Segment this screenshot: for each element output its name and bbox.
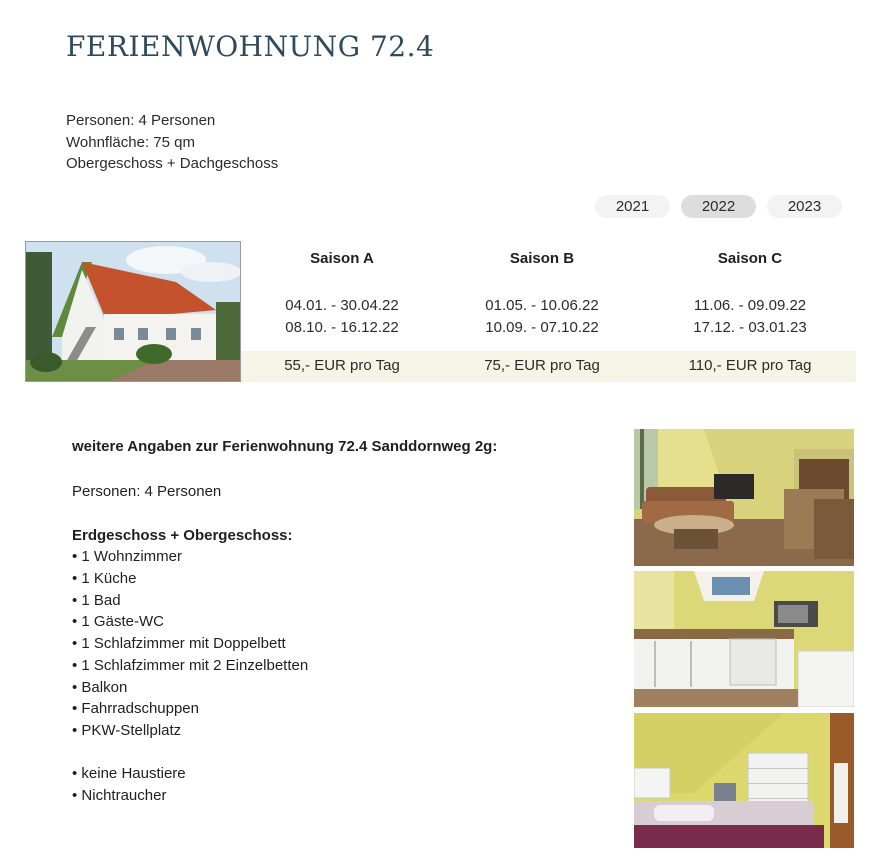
list-item: • 1 Bad xyxy=(72,591,121,609)
season-c-name: Saison C xyxy=(717,250,783,267)
season-c-dates-2: 17.12. - 03.01.23 xyxy=(693,319,807,336)
list-item: • Nichtraucher xyxy=(72,787,167,804)
season-b-dates-2: 10.09. - 07.10.22 xyxy=(485,319,599,336)
info-area: Wohnfläche: 75 qm xyxy=(66,133,195,151)
season-a-dates-2: 08.10. - 16.12.22 xyxy=(285,319,399,336)
list-item: • keine Haustiere xyxy=(72,765,186,783)
list-item: • 1 Gäste-WC xyxy=(72,613,164,631)
season-c xyxy=(650,250,850,374)
list-item: • 1 Schlafzimmer mit Doppelbett xyxy=(72,635,286,653)
season-c-dates xyxy=(650,295,850,339)
apartment-info xyxy=(66,110,278,175)
list-item: • 1 Schlafzimmer mit 2 Einzelbetten xyxy=(72,656,309,674)
bedroom-photo[interactable] xyxy=(634,713,854,848)
list-item: • 1 Wohnzimmer xyxy=(72,548,183,566)
info-persons: Personen: 4 Personen xyxy=(66,112,216,129)
season-a-name: Saison A xyxy=(310,250,374,267)
page-title: FERIENWOHNUNG 72.4 xyxy=(66,30,435,63)
info-floors: Obergeschoss + Dachgeschoss xyxy=(66,155,279,172)
season-b-name: Saison B xyxy=(509,250,575,267)
tab-year-2021[interactable]: 2021 xyxy=(595,195,670,218)
year-tabs xyxy=(595,195,842,218)
house-photo xyxy=(25,241,241,382)
list-item: • Balkon xyxy=(72,678,128,696)
season-a-dates xyxy=(242,295,442,339)
list-item: • PKW-Stellplatz xyxy=(72,721,182,739)
details-heading: weitere Angaben zur Ferienwohnung 72.4 Sanddornweg 2g: xyxy=(72,438,498,455)
season-a xyxy=(242,250,442,374)
feature-list xyxy=(72,546,497,741)
details-persons: Personen: 4 Personen xyxy=(72,483,222,501)
season-c-price: 110,- EUR pro Tag xyxy=(688,357,812,374)
season-b-dates-1: 01.05. - 10.06.22 xyxy=(485,297,599,314)
tab-year-2023[interactable]: 2023 xyxy=(767,195,842,218)
details-subheading: Erdgeschoss + Obergeschoss: xyxy=(72,526,293,544)
season-c-dates-1: 11.06. - 09.09.22 xyxy=(693,297,807,314)
season-b-price: 75,- EUR pro Tag xyxy=(484,357,600,374)
list-item: • 1 Küche xyxy=(72,569,137,587)
tab-year-2022[interactable]: 2022 xyxy=(681,195,756,218)
list-item: • Fahrradschuppen xyxy=(72,700,199,718)
season-a-dates-1: 04.01. - 30.04.22 xyxy=(285,297,399,314)
season-a-price: 55,- EUR pro Tag xyxy=(284,357,400,374)
living-room-photo[interactable] xyxy=(634,429,854,566)
kitchen-photo[interactable] xyxy=(634,571,854,707)
rules-list xyxy=(72,763,497,806)
season-b-dates xyxy=(442,295,642,339)
details-section xyxy=(72,438,497,807)
season-b xyxy=(442,250,642,374)
